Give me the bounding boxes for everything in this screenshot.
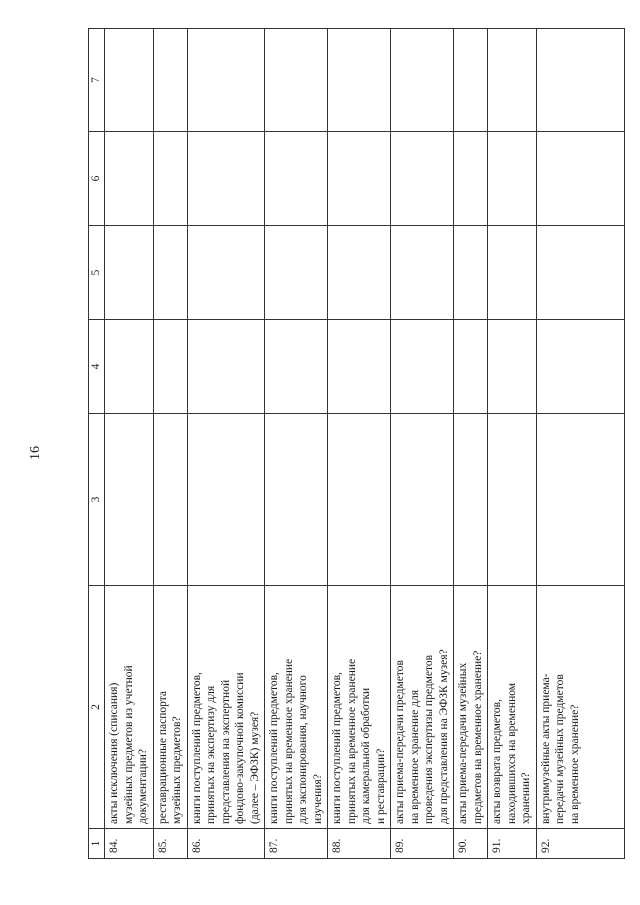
table-row: [153, 29, 187, 859]
empty-cell: [153, 29, 187, 132]
row-number: 84.: [105, 829, 154, 859]
empty-cell: [454, 29, 488, 132]
header-cell: 6: [89, 132, 105, 226]
row-number: 88.: [328, 829, 391, 859]
empty-cell: [265, 29, 328, 132]
empty-cell: [536, 29, 624, 132]
empty-cell: [187, 414, 265, 586]
checklist-table: [88, 28, 625, 859]
empty-cell: [187, 320, 265, 414]
row-number: 91.: [488, 829, 537, 859]
empty-cell: [153, 320, 187, 414]
empty-cell: [105, 132, 154, 226]
empty-cell: [328, 320, 391, 414]
row-number: 86.: [187, 829, 265, 859]
table-row: [454, 29, 488, 859]
empty-cell: [488, 320, 537, 414]
table-row: [488, 29, 537, 859]
empty-cell: [153, 414, 187, 586]
empty-cell: [391, 226, 454, 320]
header-cell: 1: [89, 829, 105, 859]
header-cell: 2: [89, 586, 105, 829]
empty-cell: [153, 226, 187, 320]
empty-cell: [187, 226, 265, 320]
header-cell: 7: [89, 29, 105, 132]
empty-cell: [328, 226, 391, 320]
table-row: [265, 29, 328, 859]
empty-cell: [328, 132, 391, 226]
empty-cell: [265, 414, 328, 586]
empty-cell: [488, 29, 537, 132]
empty-cell: [536, 414, 624, 586]
header-cell: 5: [89, 226, 105, 320]
header-cell: 4: [89, 320, 105, 414]
row-number: 92.: [536, 829, 624, 859]
empty-cell: [536, 132, 624, 226]
page-number: 16: [28, 446, 43, 460]
row-number: 87.: [265, 829, 328, 859]
empty-cell: [105, 226, 154, 320]
empty-cell: [488, 132, 537, 226]
empty-cell: [105, 414, 154, 586]
empty-cell: [187, 132, 265, 226]
row-question: книги поступлений предметов, принятых на временное хранение для экспонирования, научного изучения?: [265, 586, 328, 829]
empty-cell: [187, 29, 265, 132]
empty-cell: [153, 132, 187, 226]
row-question: внутримузейные акты приема- передачи музейных предметов на временное хранение?: [536, 586, 624, 829]
empty-cell: [454, 226, 488, 320]
table-row: [391, 29, 454, 859]
header-row: [89, 29, 105, 859]
empty-cell: [454, 320, 488, 414]
row-question: реставрационные паспорта музейных предметов?: [153, 586, 187, 829]
row-question: акты исключения (списания) музейных предметов из учетной документации?: [105, 586, 154, 829]
table-row: [105, 29, 154, 859]
row-number: 90.: [454, 829, 488, 859]
empty-cell: [454, 132, 488, 226]
empty-cell: [391, 29, 454, 132]
empty-cell: [105, 320, 154, 414]
header-cell: 3: [89, 414, 105, 586]
empty-cell: [391, 132, 454, 226]
row-question: акты возврата предметов, находившихся на временном хранении?: [488, 586, 537, 829]
empty-cell: [536, 226, 624, 320]
empty-cell: [265, 132, 328, 226]
table-row: [187, 29, 265, 859]
row-question: книги поступлений предметов, принятых на временное хранение для камеральной обработки и реставрации?: [328, 586, 391, 829]
empty-cell: [105, 29, 154, 132]
empty-cell: [391, 414, 454, 586]
table-row: [328, 29, 391, 859]
empty-cell: [488, 226, 537, 320]
empty-cell: [391, 320, 454, 414]
row-question: книги поступлений предметов, принятых на экспертизу для представления на экспертной фондово-закупочной комиссии (далее – ЭФЗК) музея?: [187, 586, 265, 829]
row-question: акты приема-передачи музейных предметов на временное хранение?: [454, 586, 488, 829]
row-number: 89.: [391, 829, 454, 859]
empty-cell: [265, 320, 328, 414]
empty-cell: [536, 320, 624, 414]
empty-cell: [328, 29, 391, 132]
empty-cell: [328, 414, 391, 586]
row-question: акты приема-передачи предметов на временное хранение для проведения экспертизы предметов для представления на ЭФЗК музея?: [391, 586, 454, 829]
empty-cell: [454, 414, 488, 586]
row-number: 85.: [153, 829, 187, 859]
empty-cell: [265, 226, 328, 320]
empty-cell: [488, 414, 537, 586]
rotated-table-wrapper: [88, 29, 606, 859]
table-row: [536, 29, 624, 859]
